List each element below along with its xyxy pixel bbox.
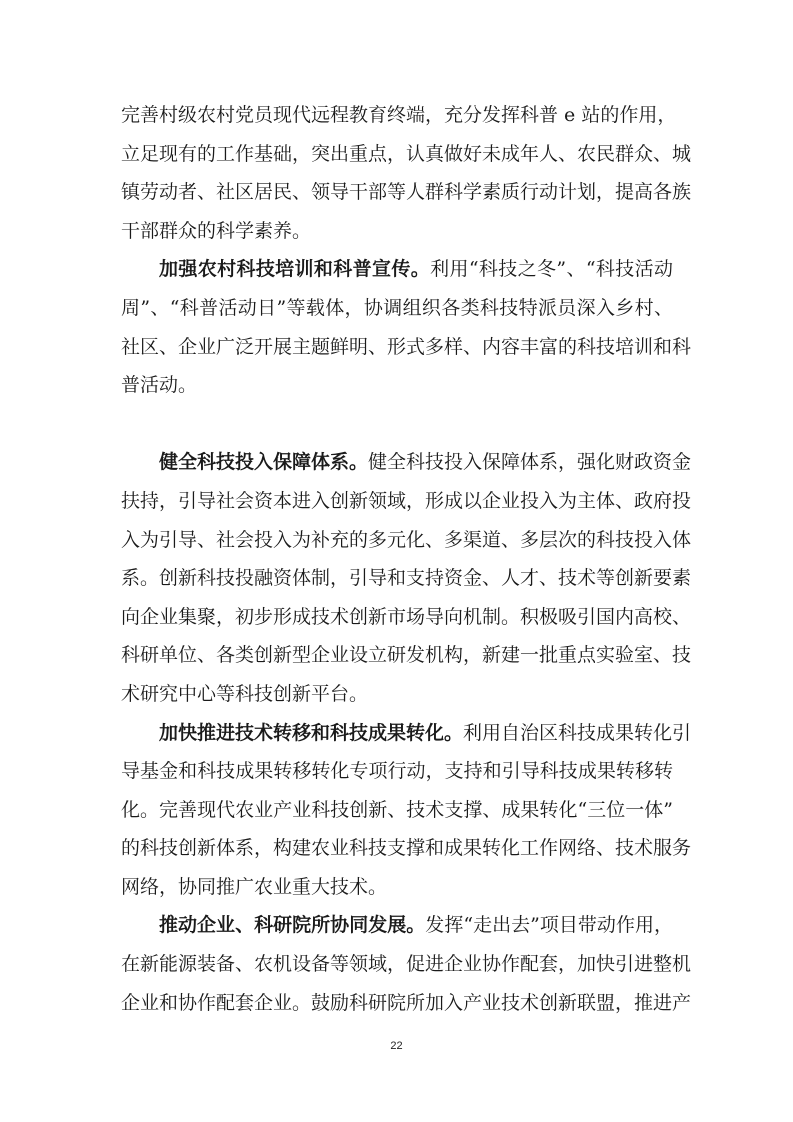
- page-number: 22: [390, 1040, 403, 1052]
- paragraph-2-line-2: 周”、“科普活动日”等载体，协调组织各类科技特派员深入乡村、: [121, 296, 673, 319]
- paragraph-5-lead: 推动企业、科研院所协同发展。: [159, 914, 426, 937]
- paragraph-3-line-5: 向企业集聚，初步形成技术创新市场导向机制。积极吸引国内高校、: [121, 605, 692, 628]
- paragraph-2-line-1: [121, 250, 673, 289]
- paragraph-5-line-2: 在新能源装备、农机设备等领域，促进企业协作配套，加快引进整机: [121, 953, 692, 976]
- paragraph-3-line-3: 入为引导、社会投入为补充的多元化、多渠道、多层次的科技投入体: [121, 528, 692, 551]
- body-text: [121, 96, 692, 1022]
- section-heading: [121, 405, 673, 444]
- paragraph-4-lead: 加快推进技术转移和科技成果转化。: [159, 721, 464, 744]
- paragraph-2-lead: 加强农村科技培训和科普宣传。: [159, 258, 431, 281]
- paragraph-2-first-rest: 利用“科技之冬”、“科技活动: [430, 258, 673, 281]
- paragraph-1-line-2: 立足现有的工作基础，突出重点，认真做好未成年人、农民群众、城: [121, 142, 692, 165]
- paragraph-1-line-3: 镇劳动者、社区居民、领导干部等人群科学素质行动计划，提高各族: [121, 181, 692, 204]
- paragraph-1-line-4: 干部群众的科学素养。: [121, 219, 312, 242]
- paragraph-4-line-3: 化。完善现代农业产业科技创新、技术支撑、成果转化“三位一体”: [121, 798, 673, 821]
- paragraph-1-line-1: 完善村级农村党员现代远程教育终端，充分发挥科普 e 站的作用，: [121, 104, 677, 126]
- paragraph-5-line-1: [121, 906, 673, 945]
- paragraph-5-line-3: 企业和协作配套企业。鼓励科研院所加入产业技术创新联盟，推进产: [121, 991, 692, 1014]
- paragraph-3-line-7: 术研究中心等科技创新平台。: [121, 682, 369, 705]
- paragraph-3-line-4: 系。创新科技投融资体制，引导和支持资金、人才、技术等创新要素: [121, 567, 692, 590]
- paragraph-2-line-3: 社区、企业广泛开展主题鲜明、形式多样、内容丰富的科技培训和科: [121, 335, 692, 358]
- paragraph-4-first-rest: 利用自治区科技成果转化引: [463, 721, 692, 744]
- paragraph-3-line-2: 扶持，引导社会资本进入创新领域，形成以企业投入为主体、政府投: [121, 489, 692, 512]
- paragraph-3-lead: 健全科技投入保障体系。: [159, 451, 369, 474]
- paragraph-3-line-6: 科研单位、各类创新型企业设立研发机构，新建一批重点实验室、技: [121, 644, 692, 667]
- paragraph-4-line-1: [121, 714, 692, 753]
- paragraph-3-first-rest: 健全科技投入保障体系，强化财政资金: [368, 451, 692, 474]
- paragraph-3-line-1: [121, 443, 692, 482]
- paragraph-5-first-rest: 发挥“走出去”项目带动作用，: [425, 914, 673, 937]
- paragraph-4-line-5: 网络，协同推广农业重大技术。: [121, 875, 388, 898]
- paragraph-4-line-2: 导基金和科技成果转移转化专项行动，支持和引导科技成果转移转: [121, 760, 673, 783]
- paragraph-2-line-4: 普活动。: [121, 374, 198, 397]
- paragraph-4-line-4: 的科技创新体系，构建农业科技支撑和成果转化工作网络、技术服务: [121, 837, 692, 860]
